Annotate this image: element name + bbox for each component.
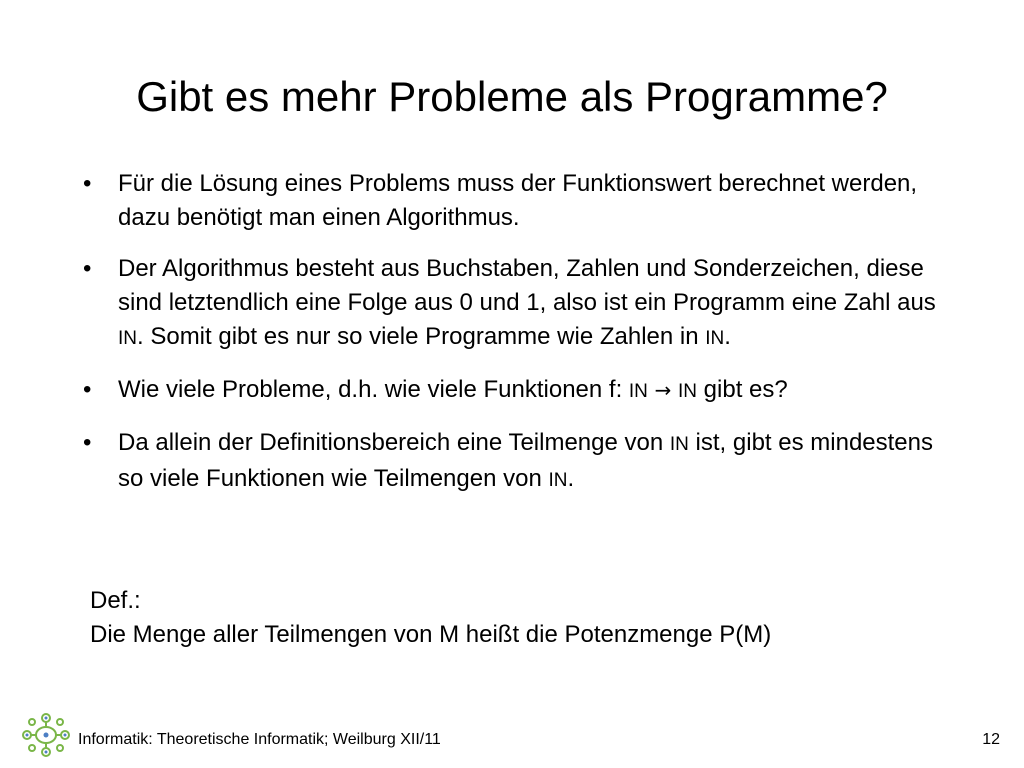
natural-numbers-symbol: IN	[628, 381, 648, 402]
arrow-symbol: →	[654, 378, 672, 402]
definition-label: Def.:	[90, 587, 141, 614]
bullet-item	[80, 426, 960, 498]
natural-numbers-symbol: IN	[118, 328, 137, 349]
natural-numbers-symbol: IN	[705, 328, 725, 349]
bullet-text: . Somit gibt es nur so viele Programme wie Zahlen in	[137, 323, 706, 350]
bullet-text: gibt es?	[697, 376, 788, 403]
footer-text: Informatik: Theoretische Informatik; Weilburg XII/11	[78, 731, 441, 748]
bullet-text: .	[724, 323, 731, 350]
definition-block	[90, 584, 771, 652]
bullet-dot: •	[83, 429, 92, 456]
bullet-text: Für die Lösung eines Problems muss der Funktionswert berechnet werden, dazu benötigt man einen Algorithmus.	[118, 170, 918, 231]
slide-title: Gibt es mehr Probleme als Programme?	[136, 73, 888, 120]
page-number: 12	[982, 731, 1000, 748]
bullet-dot: •	[83, 170, 92, 197]
slide-footer	[0, 712, 1024, 762]
natural-numbers-symbol: IN	[548, 470, 568, 491]
bullet-item	[80, 167, 960, 235]
bullet-item	[80, 373, 960, 409]
bullet-list	[80, 167, 960, 515]
definition-text: Die Menge aller Teilmengen von M heißt die Potenzmenge P(M)	[90, 621, 772, 648]
bullet-text: Da allein der Definitionsbereich eine Teilmenge von	[118, 429, 670, 456]
bullet-text: Der Algorithmus besteht aus Buchstaben, Zahlen und Sonderzeichen, diese sind letztendlich eine Folge aus 0 und 1, also ist ein Programm eine Zahl aus	[118, 255, 936, 316]
bullet-text: Wie viele Probleme, d.h. wie viele Funktionen f:	[118, 376, 629, 403]
bullet-dot: •	[83, 376, 92, 403]
bullet-dot: •	[83, 255, 92, 282]
bullet-text: .	[567, 465, 575, 492]
bullet-item	[80, 252, 960, 356]
natural-numbers-symbol: IN	[669, 434, 689, 455]
natural-numbers-symbol: IN	[678, 381, 698, 402]
school-logo-icon	[20, 712, 72, 758]
bullet-text: ist, gibt es mindestens so viele Funktionen wie Teilmengen von	[118, 429, 934, 492]
